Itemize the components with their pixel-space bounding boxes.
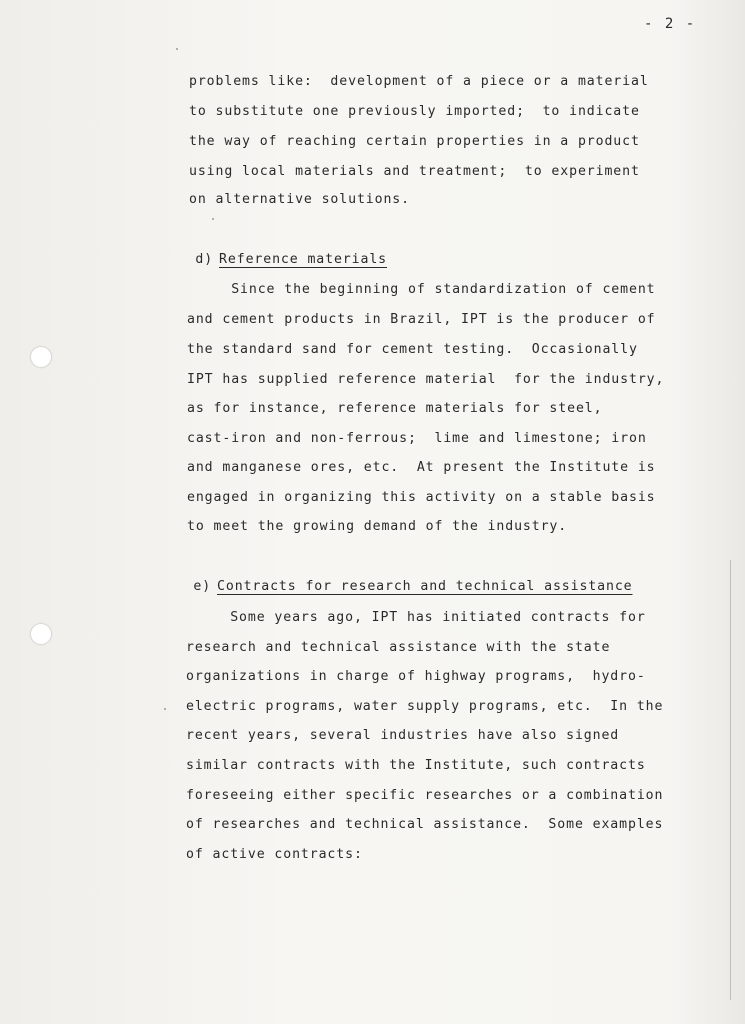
text-line: to substitute one previously imported; to indicate xyxy=(189,104,640,119)
section-e-title: Contracts for research and technical assistance xyxy=(217,579,633,594)
text-line: research and technical assistance with the state xyxy=(186,640,611,655)
punch-hole-upper xyxy=(30,346,52,368)
text-line: organizations in charge of highway programs, hydro- xyxy=(186,669,646,684)
page-edge-shadow xyxy=(730,560,731,1000)
text-line: of researches and technical assistance. Some examples xyxy=(186,817,664,832)
text-line: of active contracts: xyxy=(186,847,363,862)
section-e-heading xyxy=(158,563,633,611)
text-line: cast-iron and non-ferrous; lime and limestone; iron xyxy=(187,431,647,446)
section-d-marker: d) xyxy=(195,252,214,267)
text-line: as for instance, reference materials for steel, xyxy=(187,401,603,416)
text-line: on alternative solutions. xyxy=(189,192,410,207)
text-line: engaged in organizing this activity on a stable basis xyxy=(187,490,656,505)
text-line: problems like: development of a piece or a material xyxy=(189,74,649,89)
text-line: Since the beginning of standardization of cement xyxy=(187,282,656,297)
text-line: recent years, several industries have also signed xyxy=(186,728,620,743)
text-line: using local materials and treatment; to experiment xyxy=(189,164,640,179)
section-d-heading xyxy=(160,236,387,284)
paper-speck xyxy=(176,48,178,50)
section-d-title: Reference materials xyxy=(219,252,387,267)
punch-hole-lower xyxy=(30,623,52,645)
page-number: - 2 - xyxy=(644,16,697,32)
section-e-marker: e) xyxy=(193,579,212,594)
text-line: to meet the growing demand of the industry. xyxy=(187,519,568,534)
text-line: and cement products in Brazil, IPT is the producer of xyxy=(187,312,656,327)
paper-speck xyxy=(164,708,166,710)
text-line: electric programs, water supply programs, etc. In the xyxy=(186,699,664,714)
text-line: similar contracts with the Institute, such contracts xyxy=(186,758,646,773)
paper-speck xyxy=(212,218,214,220)
text-line: and manganese ores, etc. At present the Institute is xyxy=(187,460,656,475)
text-line: IPT has supplied reference material for the industry, xyxy=(187,372,665,387)
text-line: the standard sand for cement testing. Occasionally xyxy=(187,342,638,357)
text-line: foreseeing either specific researches or a combination xyxy=(186,788,664,803)
text-line: the way of reaching certain properties in a product xyxy=(189,134,640,149)
text-line: Some years ago, IPT has initiated contracts for xyxy=(186,610,646,625)
